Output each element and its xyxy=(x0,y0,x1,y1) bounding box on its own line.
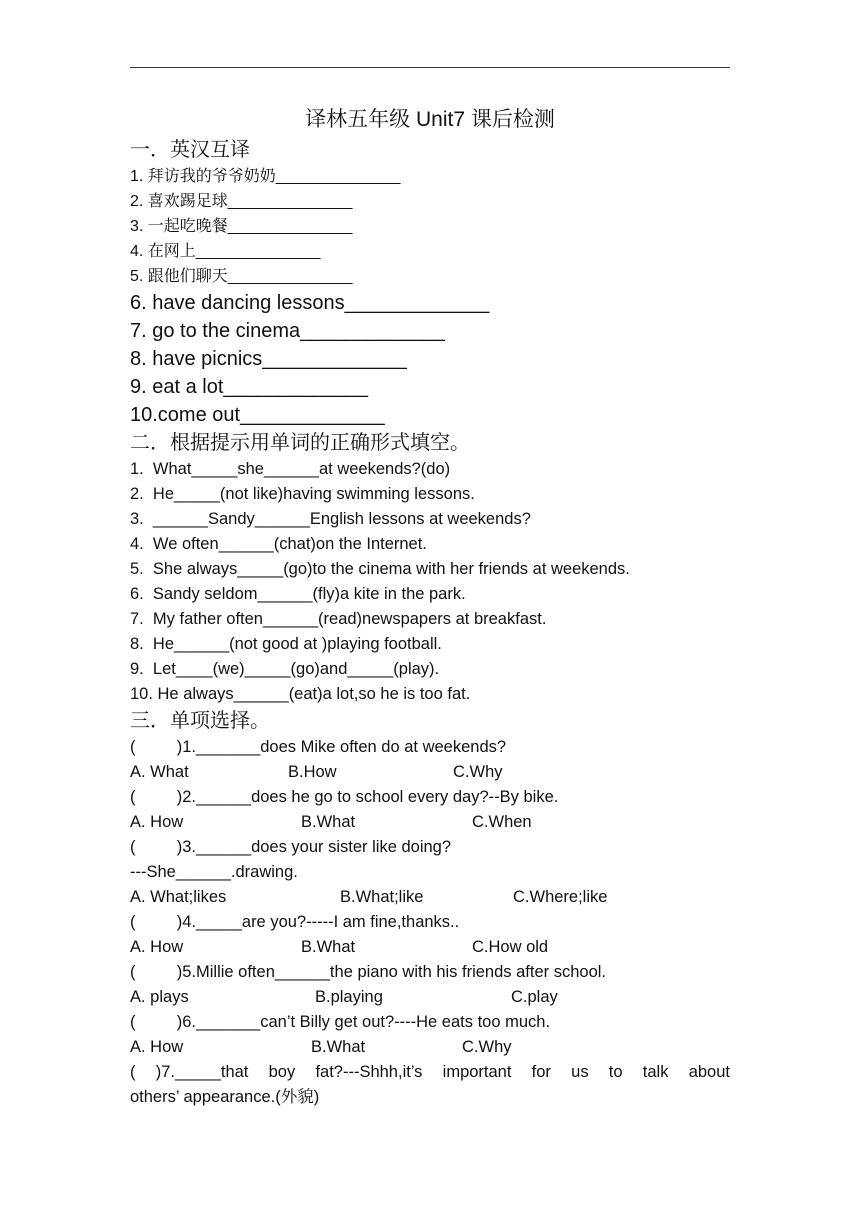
option-c: C.Why xyxy=(453,763,503,781)
answer-options xyxy=(130,985,730,1010)
answer-options xyxy=(130,1035,730,1060)
section3-heading: 三．单项选择。 xyxy=(130,710,270,732)
question-stem: ( )1._______does Mike often do at weekends? xyxy=(130,738,507,756)
list-item: 3. 一起吃晚餐______________ xyxy=(130,218,353,235)
list-item: 10.come out_____________ xyxy=(130,404,385,426)
question-stem-continued: others’ appearance.(外貌) xyxy=(130,1088,320,1106)
worksheet xyxy=(130,104,730,1110)
question-stem-continued: ---She______.drawing. xyxy=(130,863,298,881)
list-item: 4. 在网上______________ xyxy=(130,243,321,260)
question-stem: ( )6._______can’t Billy get out?----He eats too much. xyxy=(130,1013,551,1031)
question-stem: ( )7._____that boy fat?---Shhh,it’s important for us to talk about xyxy=(130,1063,730,1081)
list-item: 2. He_____(not like)having swimming lessons. xyxy=(130,485,475,503)
answer-options xyxy=(130,810,730,835)
list-item: 6. Sandy seldom______(fly)a kite in the park. xyxy=(130,585,466,603)
question-stem: ( )5.Millie often______the piano with his friends after school. xyxy=(130,963,607,981)
option-c: C.Where;like xyxy=(513,888,608,906)
list-item: 9. Let____(we)_____(go)and_____(play). xyxy=(130,660,440,678)
option-a: A. How xyxy=(130,938,184,956)
option-c: C.When xyxy=(472,813,532,831)
list-item: 9. eat a lot_____________ xyxy=(130,376,368,398)
option-b: B.What xyxy=(301,813,356,831)
list-item: 5. She always_____(go)to the cinema with her friends at weekends. xyxy=(130,560,630,578)
answer-options xyxy=(130,935,730,960)
list-item: 6. have dancing lessons_____________ xyxy=(130,292,490,314)
list-item: 8. have picnics_____________ xyxy=(130,348,407,370)
option-a: A. How xyxy=(130,813,184,831)
answer-options xyxy=(130,885,730,910)
list-item: 7. My father often______(read)newspapers at breakfast. xyxy=(130,610,547,628)
option-b: B.playing xyxy=(315,988,383,1006)
option-b: B.What xyxy=(301,938,356,956)
list-item: 2. 喜欢踢足球______________ xyxy=(130,193,353,210)
question-stem: ( )4._____are you?-----I am fine,thanks.. xyxy=(130,913,460,931)
list-item: 4. We often______(chat)on the Internet. xyxy=(130,535,427,553)
section1-heading: 一．英汉互译 xyxy=(130,139,250,161)
option-a: A. plays xyxy=(130,988,189,1006)
answer-options xyxy=(130,760,730,785)
option-a: A. What;likes xyxy=(130,888,227,906)
option-c: C.Why xyxy=(462,1038,512,1056)
list-item: 1. 拜访我的爷爷奶奶______________ xyxy=(130,168,401,185)
option-c: C.How old xyxy=(472,938,549,956)
page-title: 译林五年级 Unit7 课后检测 xyxy=(305,108,555,131)
list-item: 7. go to the cinema_____________ xyxy=(130,320,445,342)
question-stem: ( )3.______does your sister like doing? xyxy=(130,838,452,856)
option-a: A. What xyxy=(130,763,189,781)
list-item: 8. He______(not good at )playing football. xyxy=(130,635,442,653)
list-item: 10. He always______(eat)a lot,so he is too fat. xyxy=(130,685,471,703)
question-stem: ( )2.______does he go to school every day?--By bike. xyxy=(130,788,559,806)
list-item: 3. ______Sandy______English lessons at weekends? xyxy=(130,510,531,528)
option-c: C.play xyxy=(511,988,558,1006)
option-a: A. How xyxy=(130,1038,184,1056)
option-b: B.How xyxy=(288,763,337,781)
section2-heading: 二．根据提示用单词的正确形式填空。 xyxy=(130,432,470,454)
list-item: 1. What_____she______at weekends?(do) xyxy=(130,460,451,478)
option-b: B.What;like xyxy=(340,888,424,906)
header-rule xyxy=(130,67,730,68)
list-item: 5. 跟他们聊天______________ xyxy=(130,268,353,285)
option-b: B.What xyxy=(311,1038,366,1056)
